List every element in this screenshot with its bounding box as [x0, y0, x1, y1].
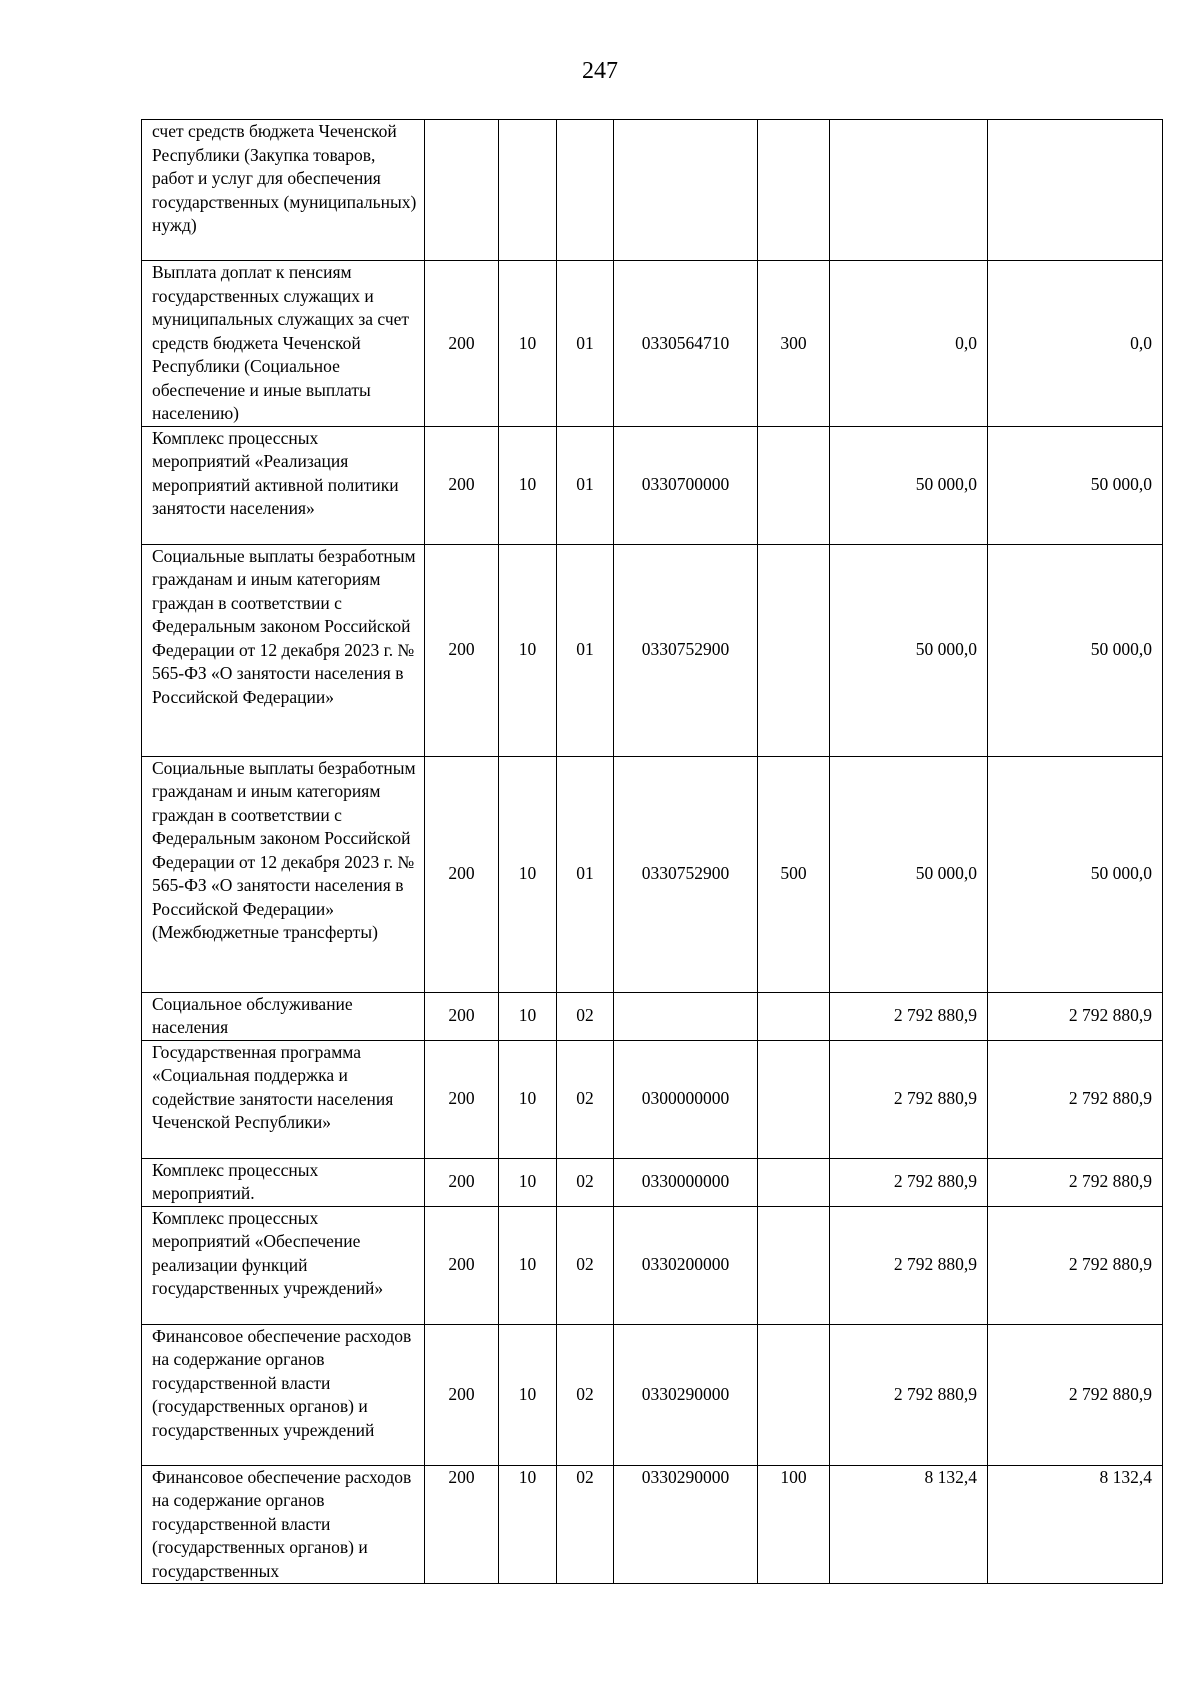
cell-amount-1: 50 000,0: [830, 426, 988, 544]
cell-amount-1: 50 000,0: [830, 544, 988, 756]
cell-expense-type: [758, 426, 830, 544]
cell-ministry-code: 200: [425, 1158, 499, 1206]
cell-subsection: 01: [557, 544, 614, 756]
cell-target-article: [614, 120, 758, 261]
cell-expense-type: [758, 120, 830, 261]
cell-target-article: 0330200000: [614, 1206, 758, 1324]
cell-amount-1: 2 792 880,9: [830, 1040, 988, 1158]
cell-name: Комплекс процессных мероприятий «Реализация мероприятий активной политики занятости населения»: [142, 426, 425, 544]
cell-expense-type: 500: [758, 756, 830, 992]
cell-target-article: 0330700000: [614, 426, 758, 544]
cell-section: 10: [499, 544, 557, 756]
cell-name: Государственная программа «Социальная поддержка и содействие занятости населения Чеченской Республики»: [142, 1040, 425, 1158]
cell-ministry-code: 200: [425, 426, 499, 544]
cell-expense-type: [758, 992, 830, 1040]
cell-ministry-code: 200: [425, 261, 499, 427]
cell-amount-1: 8 132,4: [830, 1465, 988, 1584]
table-row: [142, 426, 1163, 544]
cell-expense-type: [758, 544, 830, 756]
cell-subsection: 01: [557, 261, 614, 427]
table-row: [142, 261, 1163, 427]
page-number: 247: [582, 58, 618, 84]
cell-target-article: 0330290000: [614, 1465, 758, 1584]
cell-ministry-code: 200: [425, 1324, 499, 1465]
cell-amount-1: 2 792 880,9: [830, 992, 988, 1040]
cell-subsection: 01: [557, 756, 614, 992]
cell-amount-2: 50 000,0: [988, 426, 1163, 544]
cell-name: Социальные выплаты безработным гражданам и иным категориям граждан в соответствии с Федеральным законом Российской Федерации от 12 декабря 2023 г. № 565-ФЗ «О занятости населения в Российской Федерации» (Межбюджетные трансферты): [142, 756, 425, 992]
cell-name: Комплекс процессных мероприятий «Обеспечение реализации функций государственных учреждений»: [142, 1206, 425, 1324]
cell-name: Комплекс процессных мероприятий.: [142, 1158, 425, 1206]
cell-expense-type: [758, 1040, 830, 1158]
cell-amount-2: 2 792 880,9: [988, 1158, 1163, 1206]
cell-ministry-code: 200: [425, 544, 499, 756]
cell-target-article: 0330752900: [614, 756, 758, 992]
cell-subsection: 02: [557, 1158, 614, 1206]
cell-expense-type: 100: [758, 1465, 830, 1584]
cell-section: 10: [499, 992, 557, 1040]
cell-amount-2: 8 132,4: [988, 1465, 1163, 1584]
cell-subsection: 02: [557, 1040, 614, 1158]
cell-subsection: 02: [557, 1324, 614, 1465]
cell-ministry-code: [425, 120, 499, 261]
cell-section: 10: [499, 1465, 557, 1584]
cell-section: 10: [499, 1158, 557, 1206]
cell-amount-2: 2 792 880,9: [988, 1206, 1163, 1324]
cell-ministry-code: 200: [425, 756, 499, 992]
cell-expense-type: 300: [758, 261, 830, 427]
cell-expense-type: [758, 1206, 830, 1324]
cell-subsection: 02: [557, 992, 614, 1040]
cell-amount-1: [830, 120, 988, 261]
cell-amount-1: 2 792 880,9: [830, 1324, 988, 1465]
cell-amount-2: 2 792 880,9: [988, 992, 1163, 1040]
cell-name: Выплата доплат к пенсиям государственных служащих и муниципальных служащих за счет средств бюджета Чеченской Республики (Социальное обеспечение и иные выплаты населению): [142, 261, 425, 427]
cell-target-article: 0330290000: [614, 1324, 758, 1465]
cell-amount-2: 2 792 880,9: [988, 1040, 1163, 1158]
cell-ministry-code: 200: [425, 992, 499, 1040]
table-body: [142, 120, 1163, 1584]
cell-expense-type: [758, 1158, 830, 1206]
cell-target-article: 0330564710: [614, 261, 758, 427]
cell-subsection: 02: [557, 1465, 614, 1584]
cell-target-article: 0330000000: [614, 1158, 758, 1206]
cell-target-article: 0330752900: [614, 544, 758, 756]
cell-subsection: 02: [557, 1206, 614, 1324]
cell-name: Социальное обслуживание населения: [142, 992, 425, 1040]
cell-amount-1: 0,0: [830, 261, 988, 427]
table-row: [142, 1158, 1163, 1206]
cell-name: счет средств бюджета Чеченской Республики (Закупка товаров, работ и услуг для обеспечения государственных (муниципальных) нужд): [142, 120, 425, 261]
cell-target-article: [614, 992, 758, 1040]
cell-amount-2: 50 000,0: [988, 756, 1163, 992]
cell-amount-2: 0,0: [988, 261, 1163, 427]
cell-section: 10: [499, 426, 557, 544]
cell-name: Финансовое обеспечение расходов на содержание органов государственной власти (государственных органов) и государственных учреждений: [142, 1324, 425, 1465]
table-row: [142, 1206, 1163, 1324]
cell-ministry-code: 200: [425, 1040, 499, 1158]
cell-name: Социальные выплаты безработным гражданам и иным категориям граждан в соответствии с Федеральным законом Российской Федерации от 12 декабря 2023 г. № 565-ФЗ «О занятости населения в Российской Федерации»: [142, 544, 425, 756]
cell-ministry-code: 200: [425, 1465, 499, 1584]
cell-name: Финансовое обеспечение расходов на содержание органов государственной власти (государственных органов) и государственных: [142, 1465, 425, 1584]
table-row: [142, 1465, 1163, 1584]
cell-subsection: 01: [557, 426, 614, 544]
budget-table: [141, 119, 1163, 1584]
cell-expense-type: [758, 1324, 830, 1465]
cell-section: 10: [499, 261, 557, 427]
cell-amount-1: 2 792 880,9: [830, 1158, 988, 1206]
cell-amount-2: 2 792 880,9: [988, 1324, 1163, 1465]
table-row: [142, 756, 1163, 992]
table-row: [142, 120, 1163, 261]
cell-amount-1: 2 792 880,9: [830, 1206, 988, 1324]
cell-amount-1: 50 000,0: [830, 756, 988, 992]
cell-section: 10: [499, 756, 557, 992]
cell-amount-2: 50 000,0: [988, 544, 1163, 756]
table-row: [142, 544, 1163, 756]
cell-subsection: [557, 120, 614, 261]
cell-section: 10: [499, 1206, 557, 1324]
table-row: [142, 1040, 1163, 1158]
cell-ministry-code: 200: [425, 1206, 499, 1324]
cell-section: [499, 120, 557, 261]
cell-amount-2: [988, 120, 1163, 261]
cell-section: 10: [499, 1040, 557, 1158]
cell-target-article: 0300000000: [614, 1040, 758, 1158]
table-row: [142, 992, 1163, 1040]
table-row: [142, 1324, 1163, 1465]
cell-section: 10: [499, 1324, 557, 1465]
